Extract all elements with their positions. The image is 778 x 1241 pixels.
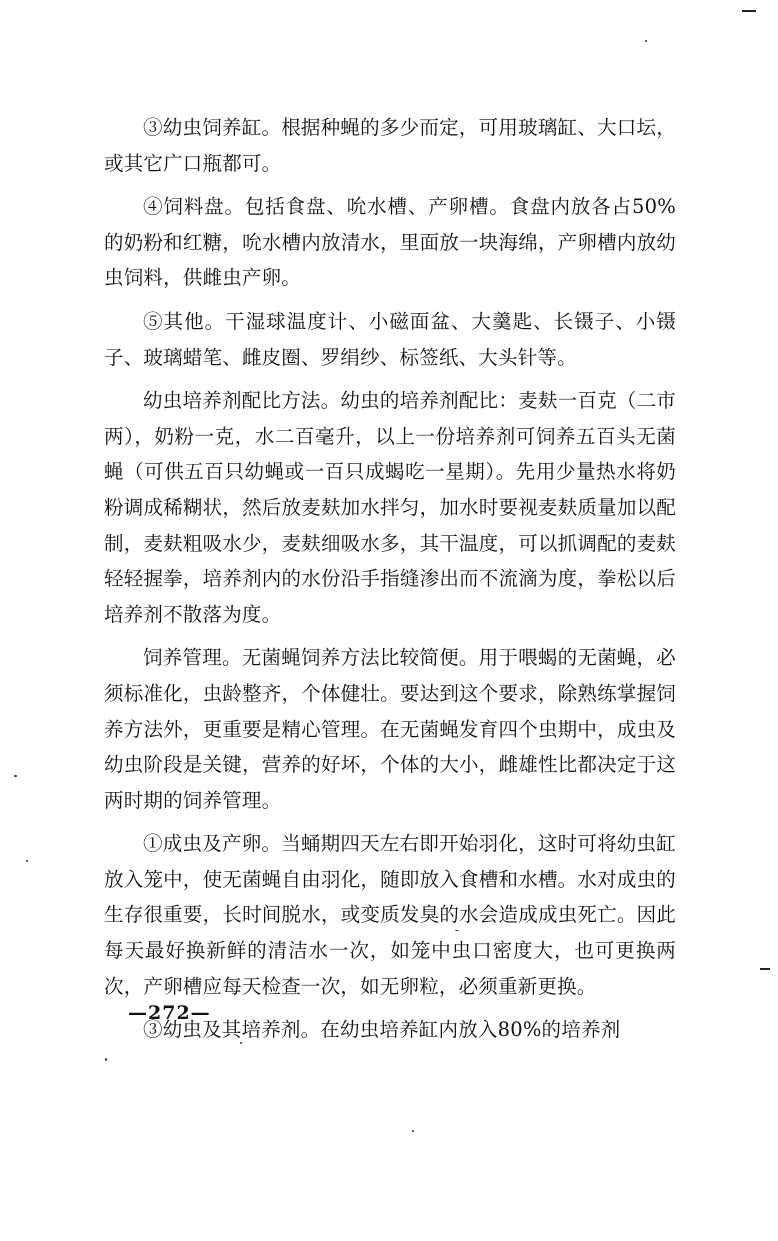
paragraph-feeding-tray: ④饲料盘。包括食盘、吮水槽、产卵槽。食盘内放各占50%的奶粉和红糖，吮水槽内放清水，里面放一块海绵，产卵槽内放幼虫饲料，供雌虫产卵。 (104, 195, 676, 290)
scan-mark (742, 10, 756, 12)
scan-speck (645, 40, 647, 42)
page-number: —272— (128, 1002, 211, 1024)
scan-speck (105, 1058, 107, 1061)
scan-mark (760, 968, 770, 970)
paragraph-larva-and-medium: ③幼虫及其培养剂。在幼虫培养缸内放入80%的培养剂 (143, 1018, 621, 1042)
scan-speck (412, 1130, 414, 1132)
scan-speck (14, 775, 17, 777)
page-body-text (104, 110, 676, 1056)
paragraph-culture-medium-ratio: 幼虫培养剂配比方法。幼虫的培养剂配比：麦麸一百克（二市两），奶粉一克，水二百毫升，以上一份培养剂可饲养五百头无菌蝇（可供五百只幼蝇或一百只成蝎吃一星期）。先用少量热水将奶粉调成稀糊状，然后放麦麸加水拌匀，加水时要视麦麸质量加以配制，麦麸粗吸水少，麦麸细吸水多，其干温度，可以抓调配的麦麸轻轻握拳，培养剂内的水份沿手指缝渗出而不流滴为度，拳松以后培养剂不散落为度。 (104, 389, 676, 626)
scan-speck (455, 930, 459, 931)
paragraph-rearing-management: 饲养管理。无菌蝇饲养方法比较简便。用于喂蝎的无菌蝇，必须标准化，虫龄整齐，个体健壮。要达到这个要求，除熟练掌握饲养方法外，更重要是精心管理。在无菌蝇发育四个虫期中，成虫及幼虫阶段是关键，营养的好坏，个体的大小，雌雄性比都决定于这两时期的饲养管理。 (104, 646, 676, 812)
scan-speck (26, 860, 28, 862)
paragraph-larva-tank: ③幼虫饲养缸。根据种蝇的多少而定，可用玻璃缸、大口坛，或其它广口瓶都可。 (104, 116, 676, 175)
paragraph-adult-and-egg-laying: ①成虫及产卵。当蛹期四天左右即开始羽化，这时可将幼虫缸放入笼中，使无菌蝇自由羽化，随即放入食槽和水槽。水对成虫的生存很重要，长时间脱水，或变质发臭的水会造成成虫死亡。因此每天最好换新鲜的清洁水一次，如笼中虫口密度大，也可更换两次，产卵槽应每天检查一次，如无卵粒，必须重新更换。 (104, 832, 676, 998)
scan-speck (240, 1042, 242, 1044)
paragraph-other-equipment: ⑤其他。干湿球温度计、小磁面盆、大羹匙、长镊子、小镊子、玻璃蜡笔、雌皮圈、罗绢纱、标签纸、大头针等。 (104, 309, 676, 369)
